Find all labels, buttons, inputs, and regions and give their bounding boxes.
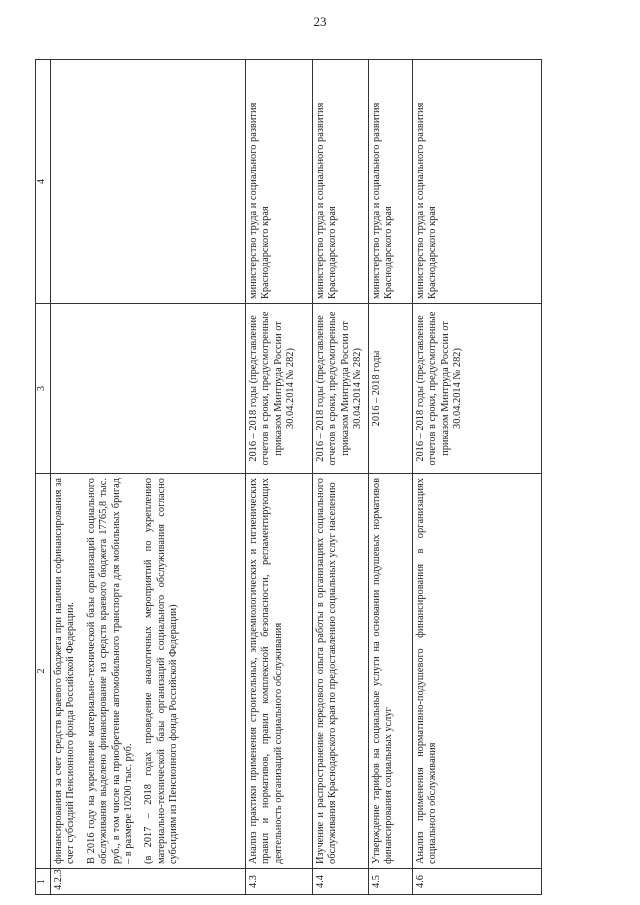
table-row (413, 60, 542, 895)
row-description: Анализ практики применения строительных, эпидемиологических и гигиенических правил и нормативов, правил комплексной безопасности, регламентирующих деятельность организаций социального обслуживания (246, 474, 313, 869)
row-description: Анализ применения нормативно-подушевого финансирования в организациях социального обслуживания (413, 474, 542, 869)
table-header-row (36, 60, 51, 895)
row-description: Утверждение тарифов на социальные услуги на основании подушевых нормативов финансирования социальных услуг (369, 474, 413, 869)
description-paragraph: В 2016 году на укрепление материально-технической базы организаций социального обслуживания выделено финансирование из средств краевого бюджета 17765,8 тыс. руб., в том числе на приобретение автомобильного транспорта для мобильных бригад – в размере 10200 тыс. руб. (85, 478, 135, 864)
row-period: 2016 – 2018 годы (369, 304, 413, 474)
row-executor (51, 60, 246, 304)
row-number: 4.6 (413, 869, 542, 895)
row-executor: министерство труда и социального развития Краснодарского края (413, 60, 542, 304)
row-period (51, 304, 246, 474)
action-plan-table (35, 59, 542, 895)
row-executor: министерство труда и социального развития Краснодарского края (369, 60, 413, 304)
header-col-1: 1 (36, 869, 51, 895)
table-row (246, 60, 313, 895)
description-paragraph: финансирования за счет средств краевого бюджета при наличии софинансирования за счет субсидий Пенсионного фонда Российской Федерации. (53, 478, 77, 864)
table-row (51, 60, 246, 895)
row-executor: министерство труда и социального развития Краснодарского края (313, 60, 369, 304)
row-period: 2016 – 2018 годы (представление отчетов в сроки, предусмотренные приказом Минтруда России от 30.04.2014 № 282) (246, 304, 313, 474)
row-description (51, 474, 246, 869)
rotated-table-container (35, 60, 535, 895)
row-number: 4.4 (313, 869, 369, 895)
table-row (369, 60, 413, 895)
header-col-2: 2 (36, 474, 51, 869)
description-paragraph: (в 2017 – 2018 годах проведение аналогичных мероприятий по укреплению материально-технической базы организаций социального обслуживания согласно субсидиям из Пенсионного фонда Российской Федерации) (143, 478, 180, 864)
row-description: Изучение и распространение передового опыта работы в организациях социального обслуживания Краснодарского края по предоставлению социальных услуг населению (313, 474, 369, 869)
table-row (313, 60, 369, 895)
row-executor: министерство труда и социального развития Краснодарского края (246, 60, 313, 304)
row-period: 2016 – 2018 годы (представление отчетов в сроки, предусмотренные приказом Минтруда России от 30.04.2014 № 282) (413, 304, 542, 474)
header-col-3: 3 (36, 304, 51, 474)
page-number: 23 (313, 14, 327, 29)
header-col-4: 4 (36, 60, 51, 304)
row-number: 4.3 (246, 869, 313, 895)
row-period: 2016 – 2018 годы (представление отчетов в сроки, предусмотренные приказом Минтруда России от 30.04.2014 № 282) (313, 304, 369, 474)
row-number: 4.2.3 (51, 869, 246, 895)
row-number: 4.5 (369, 869, 413, 895)
